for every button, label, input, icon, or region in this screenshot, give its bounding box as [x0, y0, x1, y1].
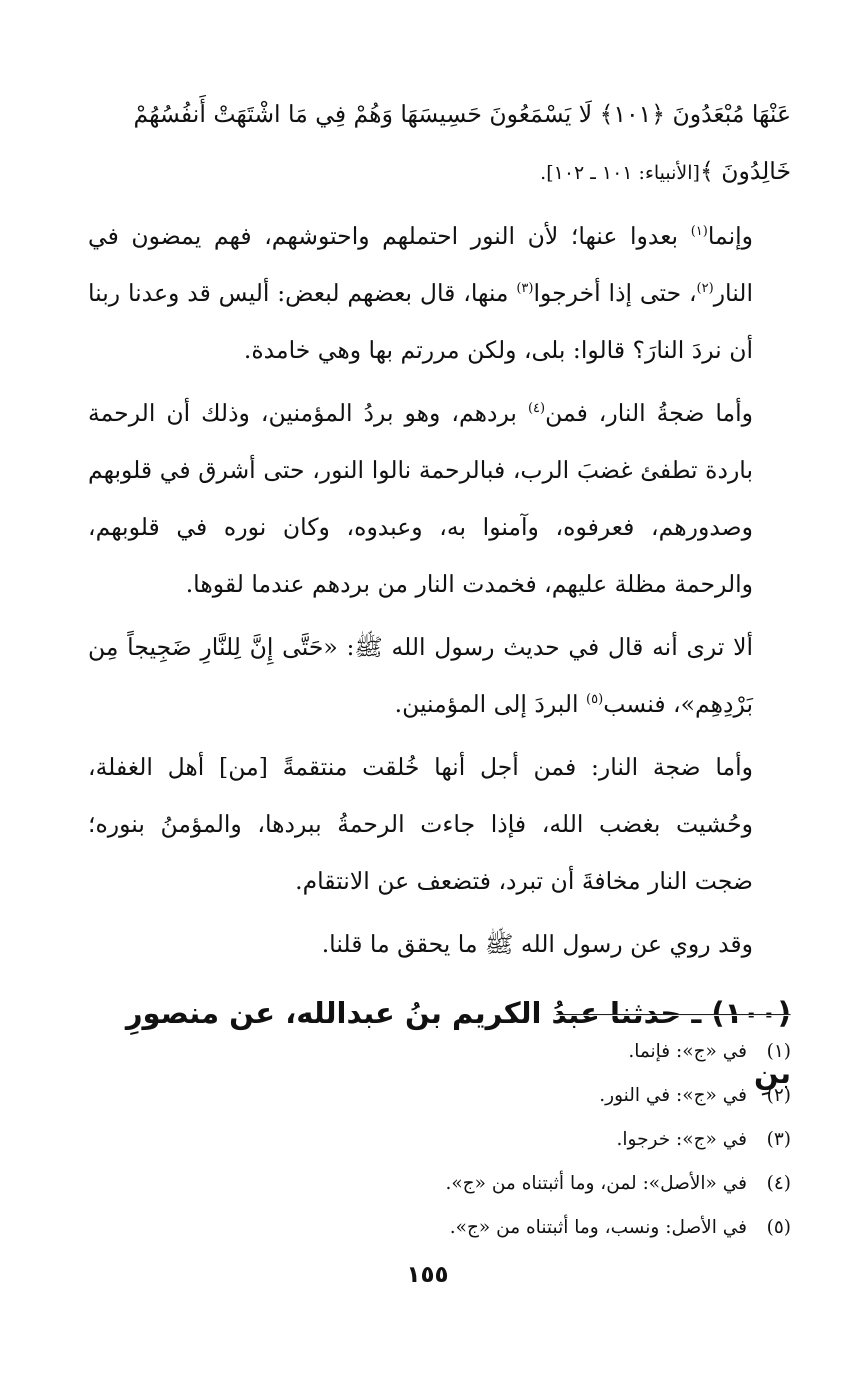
footnote-item [88, 1074, 791, 1118]
footnote-text: في «ج»: فإنما. [628, 1041, 747, 1062]
paragraph-text: وأما ضجةُ النار، فمن [545, 399, 754, 427]
footnote-text: في الأصل: ونسب، وما أثبتناه من «ج». [449, 1217, 747, 1238]
paragraph-text: البردَ إلى المؤمنين. [394, 690, 587, 718]
paragraph-4 [88, 739, 791, 910]
footnote-number: (٤) [766, 1173, 791, 1194]
footnote-item [88, 1030, 791, 1074]
paragraph-text: منها، قال بعضهم لبعض: أليس قد وعدنا ربنا أن نردَ النارَ؟ قالوا: بلى، ولكن مررتم بها وهي خامدة. [88, 279, 753, 364]
paragraph-2 [88, 385, 791, 613]
page-number: ١٥٥ [406, 1262, 449, 1288]
quran-verse-line-2: خَالِدُونَ ﴾ [699, 157, 791, 185]
paragraph-text: ألا ترى أنه قال في حديث رسول الله ﷺ: «حَتَّى إِنَّ لِلنَّارِ ضَجِيجاً مِن بَرْدِهِم»، فنسب [88, 633, 753, 718]
body-paragraphs [88, 208, 791, 973]
hadith-heading: (١٠٠) ـ حدثنا عبدُ الكريم بنُ عبدالله، عن منصورِ بنِ [125, 996, 791, 1090]
footnote-marker[interactable]: (٢) [696, 281, 714, 297]
paragraph-3 [88, 619, 791, 733]
footnote-item [88, 1162, 791, 1206]
footnote-marker[interactable]: (٥) [586, 692, 604, 708]
paragraph-text: بعدوا عنها؛ لأن النور احتملهم واحتوشهم، فهم يمضون في النار [88, 222, 753, 307]
paragraph-5 [88, 916, 791, 973]
paragraph-text: وأما ضجة النار: فمن أجل أنها خُلقت منتقمةً [من] أهل الغفلة، وحُشيت بغضب الله، فإذا جاءت الرحمةُ ببردها، والمؤمنُ بنوره؛ ضجت النار مخافةَ أن تبرد، فتضعف عن الانتقام. [88, 753, 753, 895]
footnote-marker[interactable]: (١) [690, 224, 708, 240]
footnote-marker[interactable]: (٤) [527, 401, 546, 417]
paragraph-text: بردهم، وهو بردُ المؤمنين، وذلك أن الرحمة باردة تطفئ غضبَ الرب، فبالرحمة نالوا النور، حتى أشرق في قلوبهم وصدورهم، فعرفوه، وآمنوا به، وعبدوه، وكان نوره في قلوبهم، والرحمة مظلة عليهم، فخمدت النار من بردهم عندما لقوها. [88, 399, 753, 598]
footnote-text: في «الأصل»: لمن، وما أثبتناه من «ج». [445, 1173, 747, 1194]
footnote-number: (١) [766, 1041, 791, 1062]
paragraph-1 [88, 208, 791, 379]
footnote-text: في «ج»: في النور. [599, 1085, 747, 1106]
paragraph-text: وإنما [707, 222, 753, 250]
paragraph-text: وقد روي عن رسول الله ﷺ ما يحقق ما قلنا. [321, 930, 753, 958]
quran-verse-block [88, 86, 791, 202]
footnote-number: (٣) [766, 1129, 791, 1150]
footnote-number: (٢) [766, 1085, 791, 1106]
footnote-number: (٥) [766, 1217, 791, 1238]
footnote-item [88, 1206, 791, 1250]
paragraph-text: ، حتى إذا أخرجوا [533, 279, 697, 307]
quran-verse-reference: [الأنبياء: ١٠١ ـ ١٠٢]. [540, 162, 700, 184]
footnote-text: في «ج»: خرجوا. [616, 1129, 747, 1150]
footnote-divider [556, 1014, 791, 1016]
footnotes [88, 1030, 791, 1250]
quran-verse-line-1: عَنْهَا مُبْعَدُونَ ﴿١٠١﴾ لَا يَسْمَعُونَ حَسِيسَهَا وَهُمْ فِي مَا اشْتَهَتْ أَنفُسُهُمْ [133, 100, 791, 128]
footnote-item [88, 1118, 791, 1162]
footnote-marker[interactable]: (٣) [516, 281, 534, 297]
